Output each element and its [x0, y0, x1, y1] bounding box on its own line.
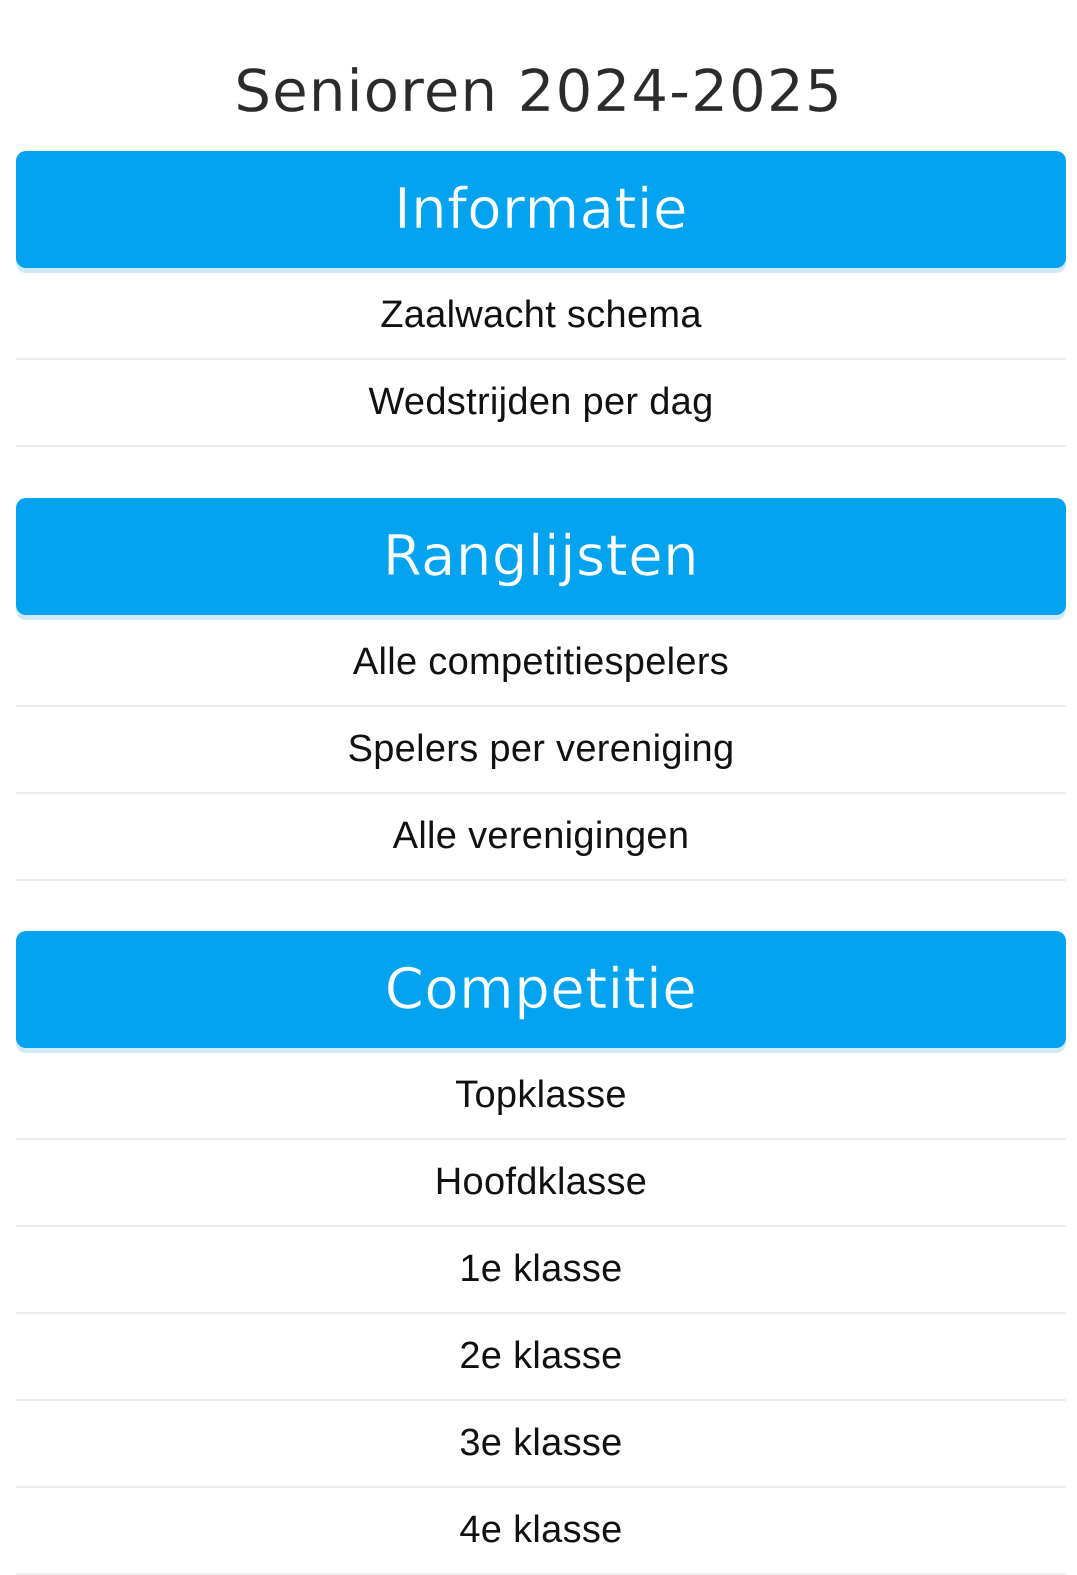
list-item-2e-klasse[interactable]: 2e klasse [16, 1314, 1066, 1401]
competitie-list [16, 1053, 1066, 1575]
section-header-competitie [16, 931, 1066, 1048]
section-header-label: Competitie [384, 957, 698, 1022]
section-header-label: Ranglijsten [382, 524, 700, 589]
list-item-spelers-per-vereniging[interactable]: Spelers per vereniging [16, 707, 1066, 794]
section-header-label: Informatie [394, 177, 688, 242]
section-header-ranglijsten [16, 498, 1066, 615]
list-item-4e-klasse[interactable]: 4e klasse [16, 1488, 1066, 1575]
list-item-3e-klasse[interactable]: 3e klasse [16, 1401, 1066, 1488]
list-item-hoofdklasse[interactable]: Hoofdklasse [16, 1140, 1066, 1227]
list-item-alle-verenigingen[interactable]: Alle verenigingen [16, 794, 1066, 881]
list-item-alle-competitiespelers[interactable]: Alle competitiespelers [16, 620, 1066, 707]
informatie-list [16, 273, 1066, 447]
list-item-topklasse[interactable]: Topklasse [16, 1053, 1066, 1140]
list-item-zaalwacht-schema[interactable]: Zaalwacht schema [16, 273, 1066, 360]
list-item-wedstrijden-per-dag[interactable]: Wedstrijden per dag [16, 360, 1066, 447]
section-header-informatie [16, 151, 1066, 268]
list-item-1e-klasse[interactable]: 1e klasse [16, 1227, 1066, 1314]
ranglijsten-list [16, 620, 1066, 881]
page-title: Senioren 2024-2025 [234, 56, 843, 125]
